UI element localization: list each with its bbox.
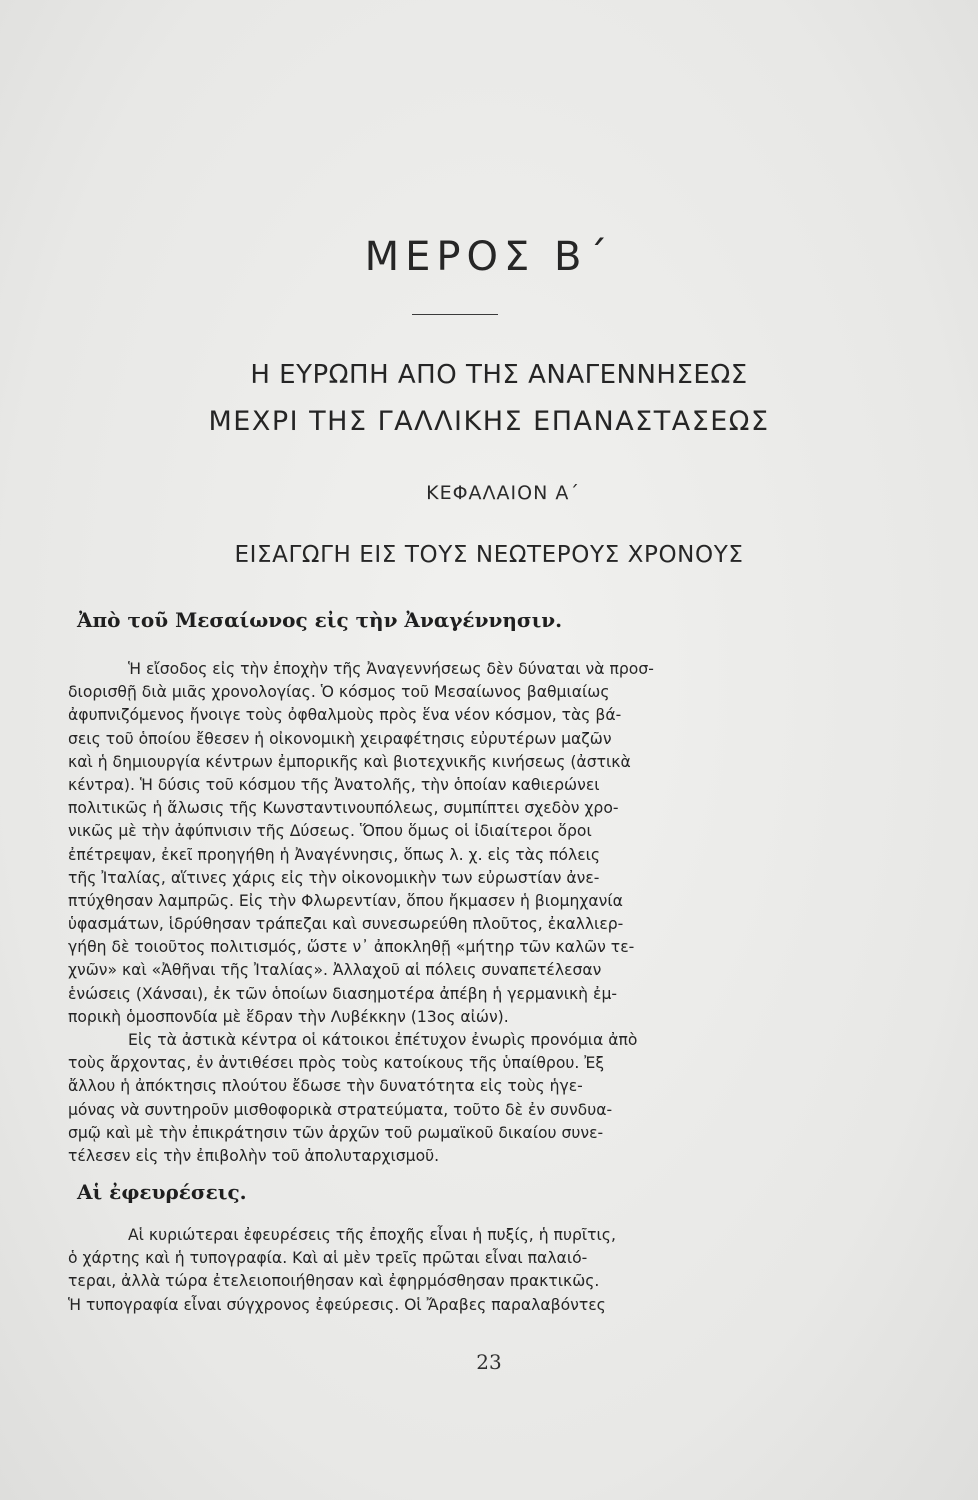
paragraph-3-line: ὁ χάρτης καὶ ἡ τυπογραφία. Καὶ αἱ μὲν τρεῖς πρῶται εἶναι παλαιό- <box>68 1249 588 1268</box>
page-number: 23 <box>476 1350 502 1374</box>
paragraph-1-line: χνῶν» καὶ «Ἀθῆναι τῆς Ἰταλίας». Ἀλλαχοῦ αἱ πόλεις συναπετέλεσαν <box>68 961 602 980</box>
paragraph-1-line: ἀφυπνιζόμενος ἤνοιγε τοὺς ὀφθαλμοὺς πρὸς ἕνα νέον κόσμον, τὰς βά- <box>68 706 622 725</box>
paragraph-1-line: σεις τοῦ ὁποίου ἔθεσεν ἡ οἰκονομικὴ χειραφέτησις εὐρυτέρων μαζῶν <box>68 729 612 748</box>
section-title-line-2: ΜΕΧΡΙ ΤΗΣ ΓΑΛΛΙΚΗΣ ΕΠΑΝΑΣΤΑΣΕΩΣ <box>208 406 770 437</box>
paragraph-2-line: Εἰς τὰ ἀστικὰ κέντρα οἱ κάτοικοι ἐπέτυχον ἐνωρὶς προνόμια ἀπὸ <box>128 1031 638 1049</box>
paragraph-3-line: τεραι, ἀλλὰ τώρα ἐτελειοποιήθησαν καὶ ἐφηρμόσθησαν πρακτικῶς. <box>68 1272 600 1291</box>
paragraph-1-line: γήθη δὲ τοιοῦτος πολιτισμός, ὥστε ν᾿ ἀποκληθῇ «μήτηρ τῶν καλῶν τε- <box>68 938 635 957</box>
paragraph-1-line: πορικὴ ὁμοσπονδία μὲ ἕδραν τὴν Λυβέκκην (13ος αἰών). <box>68 1007 509 1026</box>
paragraph-1-line: ὑφασμάτων, ἱδρύθησαν τράπεζαι καὶ συνεσωρεύθη πλοῦτος, ἐκαλλιερ- <box>68 915 624 934</box>
paragraph-2-line: ἄλλου ἡ ἀπόκτησις πλούτου ἔδωσε τὴν δυνατότητα εἰς τοὺς ἡγε- <box>68 1077 583 1096</box>
paragraph-1-line: ἐπέτρεψαν, ἐκεῖ προηγήθη ἡ Ἀναγέννησις, ὅπως λ. χ. εἰς τὰς πόλεις <box>68 845 601 864</box>
section-title-line-1: Η ΕΥΡΩΠΗ ΑΠΟ ΤΗΣ ΑΝΑΓΕΝΝΗΣΕΩΣ <box>250 360 748 390</box>
paragraph-1-line: κέντρα). Ἡ δύσις τοῦ κόσμου τῆς Ἀνατολῆς, τὴν ὁποίαν καθιερώνει <box>68 775 600 794</box>
subheading-middle-ages-to-renaissance: Ἀπὸ τοῦ Μεσαίωνος εἰς τὴν Ἀναγέννησιν. <box>77 608 563 632</box>
part-title: ΜΕΡΟΣ Β΄ <box>364 234 614 280</box>
paragraph-1-line: διορισθῇ διὰ μιᾶς χρονολογίας. Ὁ κόσμος τοῦ Μεσαίωνος βαθμιαίως <box>68 683 610 702</box>
paragraph-3-line: Ἡ τυπογραφία εἶναι σύγχρονος ἐφεύρεσις. Οἱ Ἄραβες παραλαβόντες <box>68 1295 606 1314</box>
paragraph-1-line: πολιτικῶς ἡ ἅλωσις τῆς Κωνσταντινουπόλεως, συμπίπτει σχεδὸν χρο- <box>68 799 619 818</box>
paragraph-2-line: μόνας νὰ συντηροῦν μισθοφορικὰ στρατεύματα, τοῦτο δὲ ἐν συνδυα- <box>68 1100 613 1119</box>
paragraph-1-line: καὶ ἡ δημιουργία κέντρων ἐμπορικῆς καὶ βιοτεχνικῆς κινήσεως (ἀστικὰ <box>68 752 631 771</box>
paragraph-2-line: σμῷ καὶ μὲ τὴν ἐπικράτησιν τῶν ἀρχῶν τοῦ ρωμαϊκοῦ δικαίου συνε- <box>68 1123 604 1142</box>
chapter-title: ΕΙΣΑΓΩΓΗ ΕΙΣ ΤΟΥΣ ΝΕΩΤΕΡΟΥΣ ΧΡΟΝΟΥΣ <box>234 542 744 568</box>
paragraph-2-line: τέλεσεν εἰς τὴν ἐπιβολὴν τοῦ ἀπολυταρχισμοῦ. <box>68 1146 440 1165</box>
body-text-section-1 <box>68 658 854 1168</box>
title-rule <box>412 314 498 315</box>
paragraph-2-line: τοὺς ἄρχοντας, ἐν ἀντιθέσει πρὸς τοὺς κατοίκους τῆς ὑπαίθρου. Ἐξ <box>68 1054 605 1073</box>
paragraph-1-line: τῆς Ἰταλίας, αἵτινες χάρις εἰς τὴν οἰκονομικὴν των εὐρωστίαν ἀνε- <box>68 868 600 887</box>
paragraph-1-line: πτύχθησαν λαμπρῶς. Εἰς τὴν Φλωρεντίαν, ὅπου ἤκμασεν ἡ βιομηχανία <box>68 891 623 910</box>
paragraph-1-line: ἑνώσεις (Χάνσαι), ἐκ τῶν ὁποίων διασημοτέρα ἀπέβη ἡ γερμανικὴ ἐμ- <box>68 984 618 1003</box>
paragraph-1-line: Ἡ εἴσοδος εἰς τὴν ἐποχὴν τῆς Ἀναγεννήσεως δὲν δύναται νὰ προσ- <box>128 660 654 678</box>
chapter-label: ΚΕΦΑΛΑΙΟΝ Α΄ <box>426 482 580 504</box>
body-text-section-2 <box>68 1224 854 1317</box>
paragraph-3-line: Αἱ κυριώτεραι ἐφευρέσεις τῆς ἐποχῆς εἶναι ἡ πυξίς, ἡ πυρῖτις, <box>128 1226 616 1244</box>
paragraph-1-line: νικῶς μὲ τὴν ἀφύπνισιν τῆς Δύσεως. Ὅπου ὅμως οἱ ἰδιαίτεροι ὅροι <box>68 822 592 841</box>
subheading-inventions: Αἱ ἐφευρέσεις. <box>77 1180 247 1204</box>
